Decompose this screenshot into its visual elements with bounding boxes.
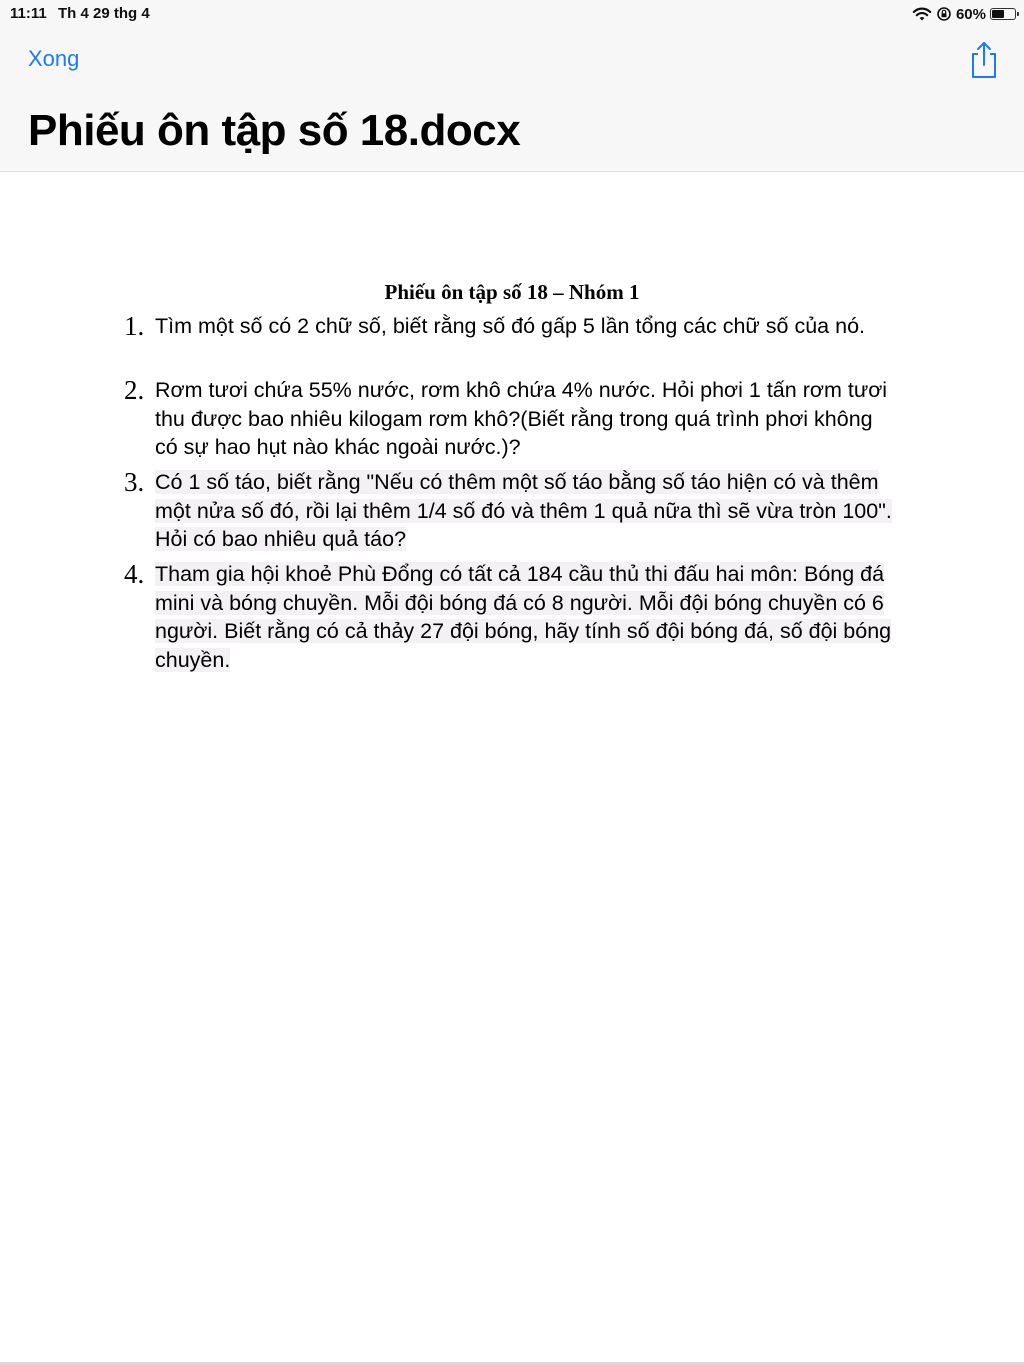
question-number: 3. bbox=[124, 467, 145, 497]
question-text: Rơm tươi chứa 55% nước, rơm khô chứa 4% nước. Hỏi phơi 1 tấn rơm tươi thu được bao nhiêu kilogam rơm khô?(Biết rằng trong quá trình phơi không có sự hao hụt nào khác ngoài nước.)? bbox=[155, 378, 888, 459]
document-page bbox=[0, 172, 1024, 1362]
question-text-highlight: Có 1 số táo, biết rằng "Nếu có thêm một số táo bằng số táo hiện có và thêm một nửa số đó, rồi lại thêm 1/4 số đó và thêm 1 quả nữa thì sẽ vừa tròn 100". Hỏi có bao nhiêu quả táo? bbox=[155, 470, 892, 551]
question-number: 2. bbox=[124, 375, 145, 405]
question-number: 1. bbox=[124, 311, 145, 341]
battery-icon bbox=[990, 8, 1016, 20]
status-time: 11:11 bbox=[10, 5, 47, 22]
battery-cap bbox=[1017, 12, 1019, 16]
status-date: Th 4 29 thg 4 bbox=[58, 5, 150, 22]
wifi-icon bbox=[912, 6, 932, 22]
question-text: Tìm một số có 2 chữ số, biết rằng số đó gấp 5 lần tổng các chữ số của nó. bbox=[155, 314, 866, 338]
battery-fill bbox=[992, 10, 1004, 18]
status-bar bbox=[0, 0, 1024, 28]
status-indicators bbox=[912, 3, 1016, 25]
battery-percentage: 60% bbox=[955, 5, 986, 23]
question-text bbox=[155, 468, 895, 554]
question-text bbox=[155, 560, 895, 674]
orientation-lock-icon bbox=[936, 6, 952, 22]
top-toolbar bbox=[0, 0, 1024, 172]
share-icon bbox=[966, 40, 1002, 80]
share-button[interactable] bbox=[966, 40, 1002, 80]
question-number: 4. bbox=[124, 559, 145, 589]
document-heading: Phiếu ôn tập số 18 – Nhóm 1 bbox=[384, 280, 640, 304]
document-file-title: Phiếu ôn tập số 18.docx bbox=[28, 106, 521, 155]
question-text-highlight: Tham gia hội khoẻ Phù Đổng có tất cả 184 cầu thủ thi đấu hai môn: Bóng đá mini và bóng chuyền. Mỗi đội bóng đá có 8 người. Mỗi đội bóng chuyền có 6 người. Biết rằng có cả thảy 27 đội bóng, hãy tính số đội bóng đá, số đội bóng chuyền. bbox=[155, 562, 892, 672]
done-button[interactable]: Xong bbox=[28, 46, 80, 71]
